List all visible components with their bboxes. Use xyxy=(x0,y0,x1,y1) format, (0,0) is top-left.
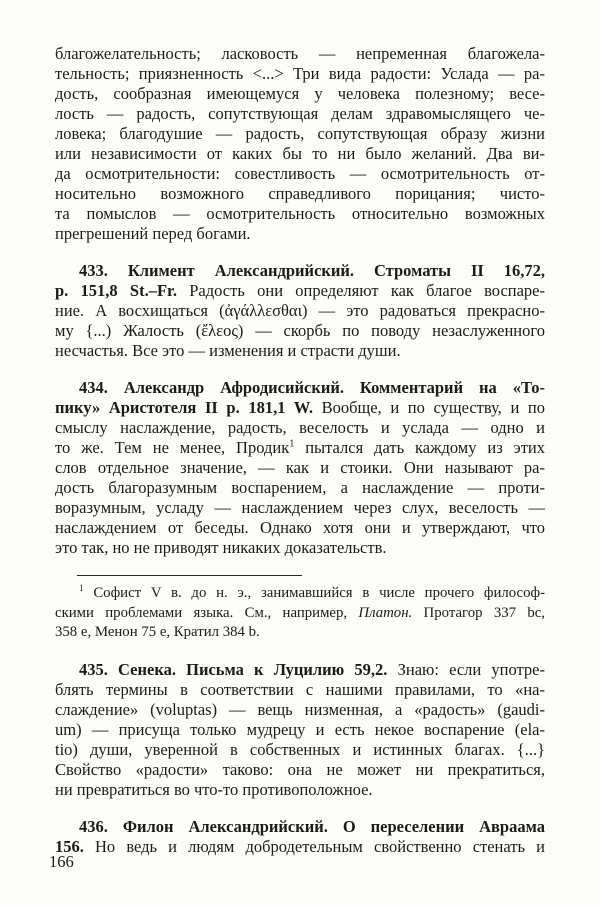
text-line xyxy=(55,538,545,558)
text-segment: скими проблемами языка. См., например, xyxy=(55,604,359,621)
text-segment: несчастья. Все это — изменения и страсти души. xyxy=(55,341,401,360)
text-line xyxy=(55,144,545,164)
text-segment: tio) души, уверенной в собственных и истинных благах. {...} xyxy=(55,739,545,759)
text-line xyxy=(55,204,545,224)
text-segment: 435. Сенека. Письма к Луцилию 59,2. xyxy=(79,659,388,679)
page-text xyxy=(55,44,545,857)
text-segment: Радость они определяют как благое воспаре- xyxy=(177,281,545,300)
text-segment: му {...) Жалость (ἔλεος) — скорбь по поводу незаслуженного xyxy=(55,321,545,340)
footnote-reference: 1 xyxy=(289,438,295,450)
fragment-436 xyxy=(55,817,545,857)
fragment-435 xyxy=(55,660,545,800)
text-line xyxy=(55,680,545,700)
text-segment: пытался дать каждому из этих xyxy=(294,438,545,457)
text-line xyxy=(55,780,545,800)
text-segment: блять термины в соответствии с нашими правилами, то «на- xyxy=(55,679,545,699)
text-line xyxy=(55,84,545,104)
text-line xyxy=(55,224,545,244)
text-line xyxy=(55,321,545,341)
footnote-reference: 1 xyxy=(79,583,84,594)
text-segment: воразумным, усладу — наслаждением через слух, веселость — xyxy=(55,498,545,517)
text-line xyxy=(55,341,545,361)
page-number: 166 xyxy=(49,852,74,871)
text-segment: Вообще, и по существу, и по xyxy=(312,398,546,417)
text-segment: смыслу наслаждение, радость, веселость и услада — одно и xyxy=(55,418,545,437)
text-segment: ни превратиться во что-то противоположное. xyxy=(55,779,373,799)
text-segment: 436. Филон Александрийский. О переселении Авраама xyxy=(79,816,545,836)
text-line xyxy=(55,261,545,281)
text-line xyxy=(55,478,545,498)
text-segment: это так, но не приводят никаких доказательств. xyxy=(55,538,387,557)
text-segment: носительно возможного справедливого порицания; чисто- xyxy=(55,184,545,203)
text-line xyxy=(55,64,545,84)
text-line xyxy=(55,398,545,418)
text-line xyxy=(55,584,545,604)
text-line xyxy=(55,301,545,321)
text-line xyxy=(55,438,545,458)
text-segment: дость, сообразная имеющемуся у человека полезному; весе- xyxy=(55,84,545,103)
text-segment: Знаю: если употре- xyxy=(387,659,545,679)
footnote-1 xyxy=(55,575,545,643)
text-segment: то же. Тем не менее, Продик xyxy=(55,438,290,457)
text-segment: Софист V в. до н. э., занимавшийся в числе прочего философ- xyxy=(83,585,545,601)
text-line xyxy=(55,700,545,720)
text-line xyxy=(55,458,545,478)
text-segment: или независимости от каких бы то ни было желаний. Два ви- xyxy=(55,144,545,163)
text-segment: Свойство «радости» таково: она не может ни прекратиться, xyxy=(55,759,545,779)
text-line xyxy=(55,760,545,780)
text-segment: ловека; благодушие — радость, сопутствующая образу жизни xyxy=(55,124,545,143)
text-segment: прегрешений перед богами. xyxy=(55,224,251,243)
text-line xyxy=(55,378,545,398)
text-segment: тельность; приязненность <...> Три вида радости: Услада — ра- xyxy=(55,64,545,83)
text-line xyxy=(55,720,545,740)
text-segment: 433. Климент Александрийский. Строматы II 16,72, xyxy=(79,261,545,280)
text-segment: да осмотрительности: совестливость — осмотрительность от- xyxy=(55,164,545,183)
text-line xyxy=(55,604,545,624)
text-segment: 358 e, Менон 75 e, Кратил 384 b. xyxy=(55,624,260,640)
text-segment: та помыслов — осмотрительность относительно возможных xyxy=(55,204,545,223)
text-line xyxy=(55,104,545,124)
text-line xyxy=(55,740,545,760)
text-line xyxy=(55,184,545,204)
text-segment: р. 151,8 St.–Fr. xyxy=(55,281,177,300)
text-line xyxy=(55,837,545,857)
text-line xyxy=(55,418,545,438)
text-segment: наслаждением от беседы. Однако хотя они и утверждают, что xyxy=(55,518,545,537)
text-line xyxy=(55,498,545,518)
text-line xyxy=(55,817,545,837)
text-segment: Но ведь и людям добродетельным свойственно стенать и xyxy=(83,836,545,856)
text-segment: слаждение» (voluptas) — вещь низменная, а «радость» (gaudi- xyxy=(55,699,545,719)
footnote-separator-rule xyxy=(77,575,302,576)
text-segment: 156. xyxy=(55,836,84,856)
text-segment: дость благоразумным воспарением, а наслаждение — проти- xyxy=(55,478,545,497)
text-line xyxy=(55,623,545,643)
text-segment: ние. А восхищаться (ἀγάλλεσθαι) — это радоваться прекрасно- xyxy=(55,301,545,320)
text-line xyxy=(55,164,545,184)
text-line xyxy=(55,124,545,144)
fragment-432-continuation xyxy=(55,44,545,244)
fragment-434 xyxy=(55,378,545,558)
text-line xyxy=(55,660,545,680)
text-segment: 434. Александр Афродисийский. Комментарий на «То- xyxy=(79,378,545,397)
text-segment: слов отдельное значение, — как и стоики. Они называют ра- xyxy=(55,458,545,477)
fragment-433 xyxy=(55,261,545,361)
text-segment: Протагор 337 bc, xyxy=(412,604,546,621)
text-segment: благожелательность; ласковость — непременная благожела- xyxy=(55,44,545,63)
text-segment: лость — радость, сопутствующая делам здравомыслящего че- xyxy=(55,104,545,123)
text-line xyxy=(55,518,545,538)
text-segment: Платон. xyxy=(358,604,413,621)
text-segment: um) — присуща только мудрецу и есть некое воспарение (ela- xyxy=(55,719,545,739)
text-line xyxy=(55,281,545,301)
text-line xyxy=(55,44,545,64)
text-segment: пику» Аристотеля II p. 181,1 W. xyxy=(55,398,313,417)
